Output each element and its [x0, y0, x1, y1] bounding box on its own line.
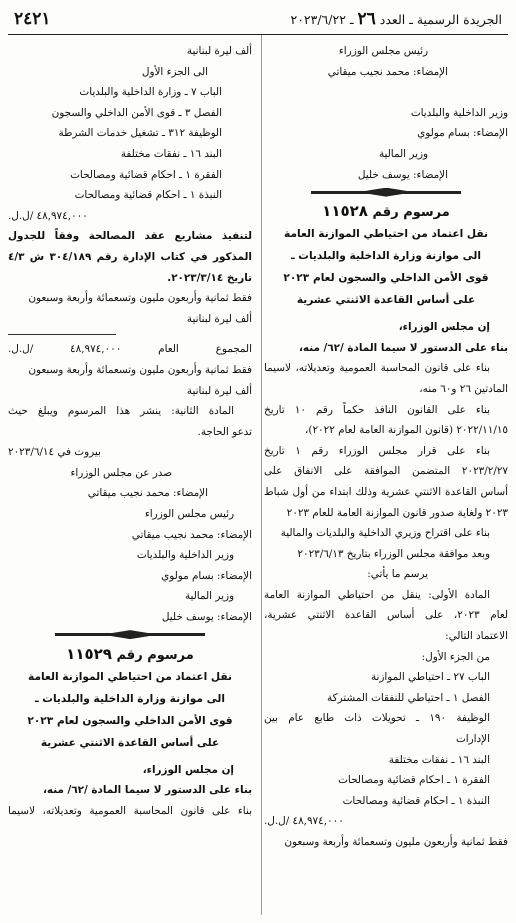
text-line: النبذة ١ ـ احكام قضائية ومصالحات — [74, 189, 222, 202]
text-line: وزير الداخلية والبلديات — [136, 549, 234, 562]
text-line: الإمضاء: محمد نجيب ميقاتي — [87, 487, 208, 500]
section-ornament — [264, 185, 508, 199]
text-line: الإمضاء: بسام مولوي — [161, 569, 252, 582]
text-line: وزير المالية — [184, 590, 234, 603]
text-line: الإمضاء: يوسف خليل — [357, 168, 448, 181]
subject-line: الى موازنة وزارة الداخلية والبلديات ـ — [290, 250, 482, 263]
subject-line: نقل اعتماد من احتياطي الموازنة العامة — [284, 228, 488, 241]
text-line: الإدارات — [455, 733, 490, 746]
text-line: الاعتماد التالي: — [445, 630, 508, 643]
text-line: رئيس مجلس الوزراء — [144, 508, 234, 521]
subject-line: قوى الأمن الداخلي والسجون لعام ٢٠٢٣ — [27, 714, 233, 727]
text-line: الفصل ٣ ـ قوى الأمن الداخلي والسجون — [51, 106, 222, 119]
decree-subject — [8, 666, 252, 754]
text-line: المذكور في كتاب الإدارة رقم ٣٠٤/١٨٩ ش ٤/٣ — [8, 250, 252, 263]
text-line: المادة الثانية: ينشر هذا المرسوم ويبلغ حيث — [8, 405, 234, 418]
text-line: من الجزء الأول: — [421, 650, 490, 663]
text-line: الوظيفة ٣١٢ ـ تشغيل خدمات الشرطة — [58, 127, 222, 140]
text-line: وبعد موافقة مجلس الوزراء بتاريخ ٢٠٢٣/٦/١٣ — [297, 547, 490, 560]
text-line: الإمضاء: بسام مولوي — [417, 127, 508, 140]
text-line: الوظيفة ١٩٠ ـ تحويلات ذات طابع عام بين — [264, 712, 490, 725]
columns — [8, 35, 508, 915]
text-line: فقط ثمانية وأربعون مليون وتسعمائة وأربعة وسبعون — [28, 292, 252, 305]
text-line: إن مجلس الوزراء، — [142, 763, 234, 776]
text-line: ألف ليرة لبنانية — [186, 45, 252, 57]
subject-line: قوى الأمن الداخلي والسجون لعام ٢٠٢٣ — [283, 272, 489, 285]
text-line: الإمضاء: يوسف خليل — [161, 611, 252, 624]
text-line: يرسم ما يأتي: — [367, 568, 428, 581]
left-column — [8, 41, 252, 821]
text-line: الإمضاء: محمد نجيب ميقاتي — [131, 528, 252, 541]
text-line: المادة الأولى: ينقل من احتياطي الموازنة العامة — [264, 588, 490, 601]
text-line: ألف ليرة لبنانية — [186, 384, 252, 397]
text-line: بيروت في ٢٠٢٣/٦/١٤ — [8, 446, 101, 459]
text-line: فقط ثمانية وأربعون مليون وتسعمائة وأربعة وسبعون — [28, 363, 252, 376]
subject-line: الى موازنة وزارة الداخلية والبلديات ـ — [34, 692, 226, 705]
text-line: بناء على قرار مجلس الوزراء رقم ١ تاريخ — [264, 444, 490, 457]
gazette-name: الجريدة الرسمية ـ العدد — [379, 12, 502, 27]
text-line — [264, 82, 508, 103]
text-line: بناء على الدستور لا سيما المادة /٦٢/ منه، — [298, 341, 508, 354]
text-line: لتنفيذ مشاريع عقد المصالحة وفقاً للجدول — [8, 230, 252, 243]
text-line: لعام ٢٠٢٣، على أساس القاعدة الاثنتي عشرية، — [264, 609, 508, 622]
text-line: النبذة ١ ـ احكام قضائية ومصالحات — [342, 794, 490, 807]
text-line: ٢٠٢٢/١١/١٥ (قانون الموازنة العامة لعام ٢٠٢٢)، — [305, 424, 508, 437]
page-header — [8, 6, 508, 32]
text-line: الباب ٢٧ ـ احتياطي الموازنة — [370, 671, 490, 684]
text-line: المجموع العام ٤٨,٩٧٤,٠٠٠ /ل.ل. — [8, 343, 252, 356]
decree-title: مرسوم رقم ١١٥٢٩ — [66, 644, 194, 663]
subject-line: على أساس القاعدة الاثنتي عشرية — [296, 294, 476, 307]
subject-line: على أساس القاعدة الاثنتي عشرية — [40, 736, 220, 749]
text-line: وزير الداخلية والبلديات — [410, 106, 508, 119]
gazette-title — [290, 6, 502, 33]
right-column — [264, 41, 508, 853]
text-line: ٤٨,٩٧٤,٠٠٠ /ل.ل. — [8, 209, 88, 222]
issue-date: ـ ٢٠٢٣/٦/٢٢ — [290, 12, 354, 27]
text-line: البند ١٦ ـ نفقات مختلفة — [120, 147, 222, 160]
text-line: فقط ثمانية وأربعون مليون وتسعمائة وأربعة وسبعون — [284, 836, 508, 848]
text-line: البند ١٦ ـ نفقات مختلفة — [388, 753, 490, 766]
text-line: ٤٨,٩٧٤,٠٠٠ /ل.ل. — [264, 815, 344, 828]
issue-number: ٢٦ — [357, 9, 376, 29]
column-divider — [261, 35, 262, 915]
text-line: إن مجلس الوزراء، — [398, 321, 490, 334]
section-ornament — [8, 628, 252, 642]
text-line: ٢٠٢٣/٢/٢٧ المتضمن الموافقة على الانفاق على — [264, 465, 508, 478]
text-line: الى الجزء الأول — [141, 65, 208, 78]
text-line: صدر عن مجلس الوزراء — [70, 466, 172, 479]
text-line: ٢٠٢٣ ولغاية صدور قانون الموازنة العامة للعام ٢٠٢٣ — [286, 506, 508, 519]
decree-number: ١١٥٢٨ — [322, 202, 368, 221]
text-line: تاريخ ٢٠٢٣/٣/١٤. — [167, 271, 252, 284]
text-line: الإمضاء: محمد نجيب ميقاتي — [327, 65, 448, 78]
text-line: بناء على الدستور لا سيما المادة /٦٢/ منه، — [42, 784, 252, 797]
decree-number: ١١٥٢٩ — [66, 644, 112, 663]
text-line: بناء على قانون المحاسبة العمومية وتعديلاته، لاسيما — [8, 804, 252, 817]
text-line: بناء على القانون النافذ حكماً رقم ١٠ تاريخ — [264, 403, 490, 416]
text-line: رئيس مجلس الوزراء — [338, 45, 428, 57]
decree-body — [264, 317, 508, 852]
decree-title: مرسوم رقم ١١٥٢٨ — [322, 202, 450, 221]
text-line: الفقرة ١ ـ احكام قضائية ومصالحات — [70, 168, 222, 181]
text-line: الباب ٧ ـ وزارة الداخلية والبلديات — [79, 86, 222, 99]
left-totals — [8, 339, 252, 627]
text-line: أساس القاعدة الاثنتي عشرية وذلك ابتداء من أول شباط — [264, 485, 508, 498]
text-line: الفقرة ١ ـ احكام قضائية ومصالحات — [338, 774, 490, 787]
decree-subject — [264, 223, 508, 311]
text-line: وزير المالية — [378, 147, 428, 160]
text-line: ألف ليرة لبنانية — [186, 312, 252, 325]
total-rule — [8, 329, 252, 339]
right-signatures — [264, 41, 508, 185]
subject-line: نقل اعتماد من احتياطي الموازنة العامة — [28, 670, 232, 683]
text-line: المادتين ٢٦ و٦٠ منه، — [419, 382, 508, 395]
text-line: بناء على اقتراح وزيري الداخلية والبلديات والمالية — [280, 527, 490, 540]
text-line: بناء على قانون المحاسبة العمومية وتعديلاته، لاسيما — [264, 362, 490, 375]
page-number: ٢٤٢١ — [14, 9, 51, 29]
decree-body — [8, 760, 252, 822]
text-line: الفصل ١ ـ احتياطي للنفقات المشتركة — [327, 691, 490, 704]
left-appropriation — [8, 41, 252, 329]
text-line: تدعو الحاجة. — [197, 425, 252, 438]
